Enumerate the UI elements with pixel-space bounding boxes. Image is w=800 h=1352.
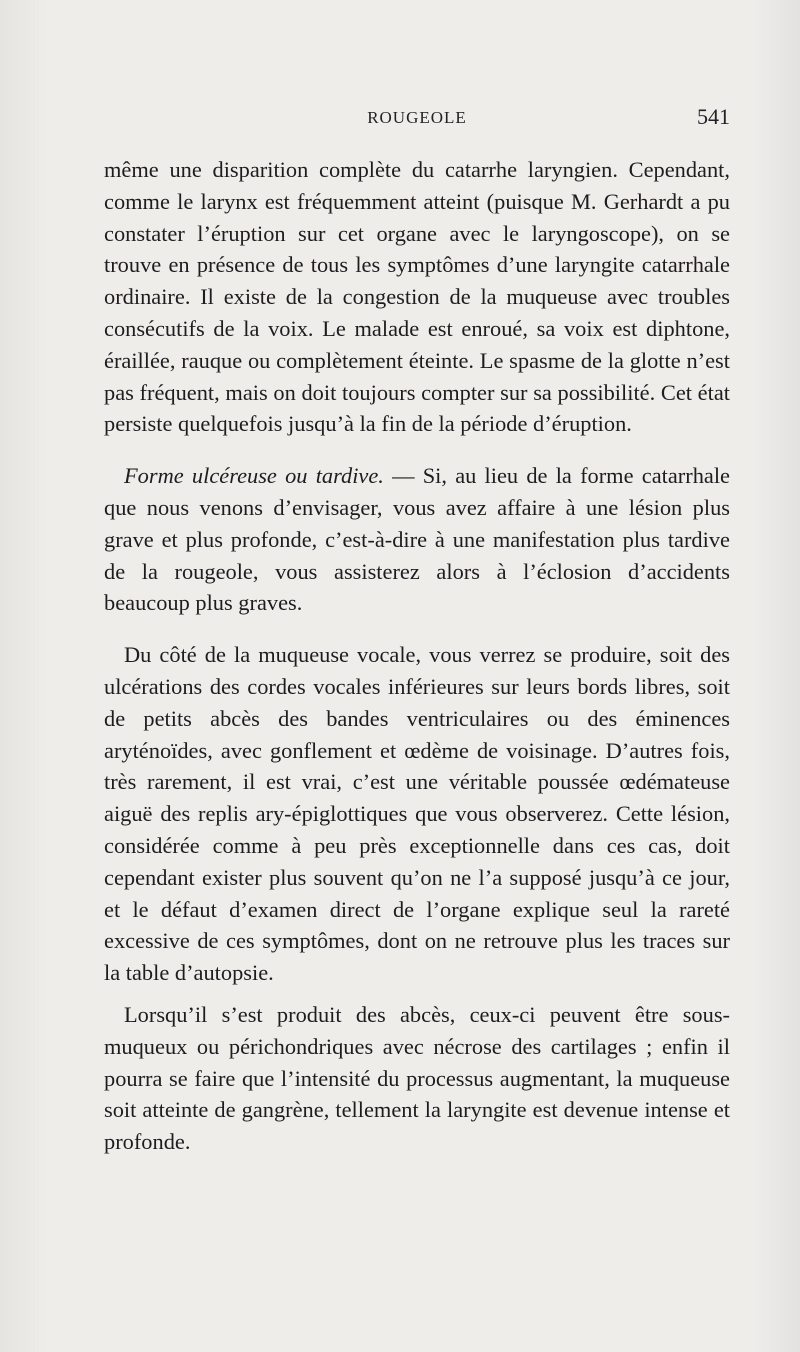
body-text bbox=[104, 154, 730, 1158]
paragraph-4 bbox=[104, 999, 730, 1158]
paragraph-3-text: Du côté de la muqueuse vocale, vous verrez se produire, soit des ulcérations des cordes vocales inférieures sur leurs bords libres, soit de petits abcès des bandes ventriculaires ou des éminences aryténoïdes, avec gonflement et œdème de voisinage. D’autres fois, très rarement, il est vrai, c’est une véritable poussée œdémateuse aiguë des replis ary-épiglottiques que vous observerez. Cette lésion, considérée comme à peu près exceptionnelle dans ces cas, doit cependant exister plus souvent qu’on ne l’a supposé jusqu’à ce jour, et le défaut d’examen direct de l’organe explique seul la rareté excessive de ces symptômes, dont on ne retrouve plus les traces sur la table d’autopsie. bbox=[104, 642, 730, 986]
paragraph-2-text: — Si, au lieu de la forme catarrhale que nous venons d’envisager, vous avez affaire à une lésion plus grave et plus profonde, c’est-à-dire à une manifestation plus tardive de la rougeole, vous assisterez alors à l’éclosion d’accidents beaucoup plus graves. bbox=[104, 463, 730, 616]
paragraph-2-lead: Forme ulcéreuse ou tardive. bbox=[124, 463, 384, 489]
paragraph-1 bbox=[104, 154, 730, 440]
paragraph-4-text: Lorsqu’il s’est produit des abcès, ceux-ci peuvent être sous-muqueux ou périchondriques avec nécrose des cartilages ; enfin il pourra se faire que l’intensité du processus augmentant, la muqueuse soit atteinte de gangrène, tellement la laryngite est devenue intense et profonde. bbox=[104, 1001, 730, 1155]
page-header bbox=[104, 104, 730, 134]
page-number: 541 bbox=[697, 104, 730, 129]
paragraph-1-text: même une disparition complète du catarrhe laryngien. Cependant, comme le larynx est fréquemment atteint (puisque M. Gerhardt a pu constater l’éruption sur cet organe avec le laryngoscope), on se trouve en présence de tous les symptômes d’une laryngite catarrhale ordinaire. Il existe de la congestion de la muqueuse avec troubles consécutifs de la voix. Le malade est enroué, sa voix est diphtone, éraillée, rauque ou complètement éteinte. Le spasme de la glotte n’est pas fréquent, mais on doit toujours compter sur sa possibilité. Cet état persiste quelquefois jusqu’à la fin de la période d’éruption. bbox=[104, 157, 730, 437]
paragraph-2 bbox=[104, 460, 730, 619]
running-head: ROUGEOLE bbox=[367, 108, 467, 127]
paragraph-3 bbox=[104, 639, 730, 989]
